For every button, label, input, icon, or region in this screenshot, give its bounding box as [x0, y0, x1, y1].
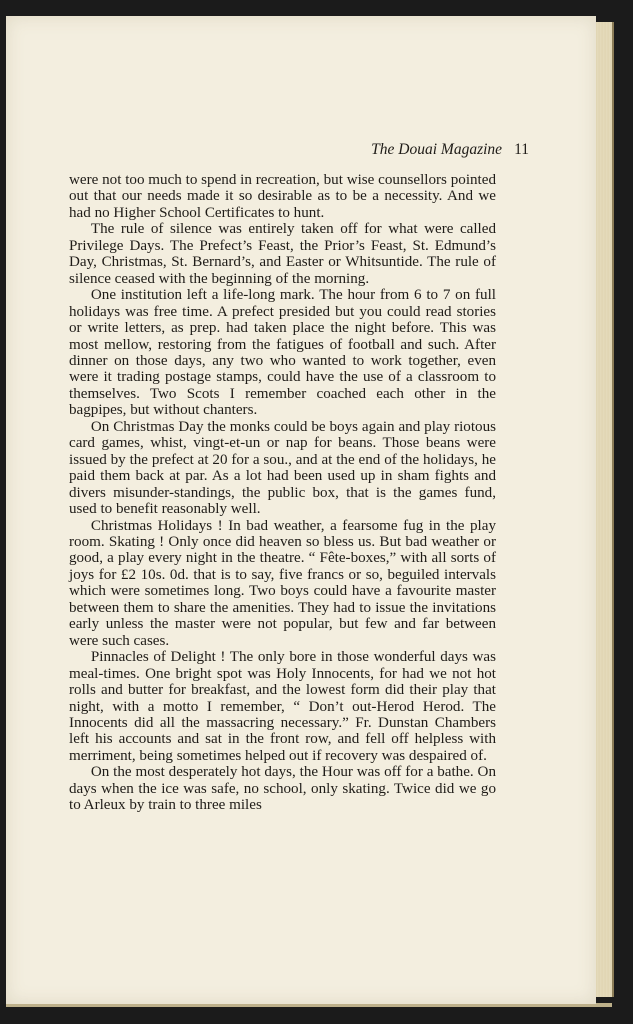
paragraph-hot-days: On the most desperately hot days, the Hour was off for a bathe. On days when the ice was safe, no school, only skating. Twice did we go to Arleux by train to three miles: [69, 764, 496, 814]
running-title: The Douai Magazine: [371, 141, 503, 158]
paragraph-pinnacles-of-delight: Pinnacles of Delight ! The only bore in those wonderful days was meal-times. One bright spot was Holy Innocents, for had we not hot rolls and butter for breakfast, and the lowest form did their play that night, with a motto I remember, “ Don’t out-Herod Herod. The Innocents did all the massacring necessary.” Fr. Dunstan Chambers left his accounts and sat in the front row, and fell off helpless with merriment, being sometimes helped out if recovery was despaired of.: [69, 649, 496, 764]
page-fore-edge: [596, 22, 614, 997]
paragraph-free-time: One institution left a life-long mark. The hour from 6 to 7 on full holidays was free time. A prefect presided but you could read stories or write letters, as prep. had taken place the night before. This was most mellow, restoring from the fatigues of football and such. After dinner on those days, any two who wanted to work together, even were it trading postage stamps, could have the use of a classroom to themselves. Two Scots I remember coached each other in the bagpipes, but without chanters.: [69, 287, 496, 419]
paragraph-christmas-day: On Christmas Day the monks could be boys again and play riotous card games, whist, vingt-et-un or nap for beans. Those beans were issued by the prefect at 20 for a sou., and at the end of the holidays, he paid them back at par. As a lot had been used up in sham fights and divers misunder-standings, the public box, that is the games fund, used to benefit reasonably well.: [69, 418, 496, 518]
paragraph-christmas-holidays: Christmas Holidays ! In bad weather, a fearsome fug in the play room. Skating ! Only once did heaven so bless us. But bad weather or good, a play every night in the theatre. “ Fête-boxes,” with all sorts of joys for £2 10s. 0d. that is to say, five francs or so, beguiled intervals which were sometimes long. Two boys could have a favourite master between them to share the amenities. They had to issue the invitations early unless the master were not popular, but few and far between were such cases.: [69, 517, 496, 649]
article-body: [69, 172, 496, 814]
page-number: 11: [514, 141, 529, 158]
paragraph-privilege-days: The rule of silence was entirely taken off for what were called Privilege Days. The Prefect’s Feast, the Prior’s Feast, St. Edmund’s Day, Christmas, St. Bernard’s, and Easter or Whitsuntide. The rule of silence ceased with the beginning of the morning.: [69, 221, 496, 287]
paragraph-continued: were not too much to spend in recreation, but wise counsellors pointed out that our needs made it so desirable as to be a necessity. And we had no Higher School Certificates to hunt.: [69, 172, 496, 221]
running-header: [371, 141, 529, 159]
